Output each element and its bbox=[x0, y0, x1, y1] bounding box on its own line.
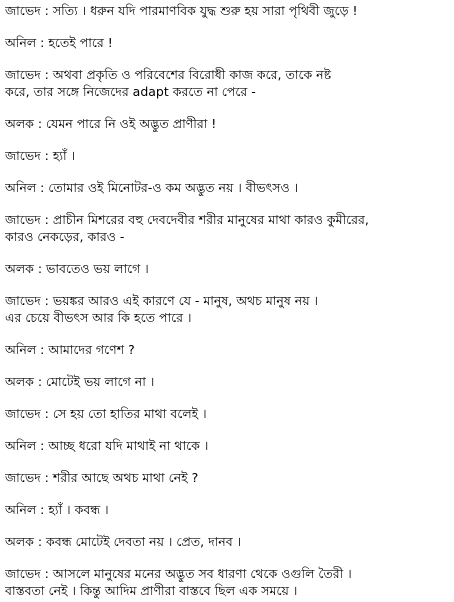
dialogue-line: অলক : যেমন পারে নি ওই অদ্ভুত প্রাণীরা ! bbox=[5, 116, 217, 131]
dialogue-line: জাভেদ : শরীর আছে অথচ মাথা নেই ? bbox=[5, 470, 199, 485]
dialogue-line: অনিল : আচ্ছ ধরো যদি মাথাই না থাকে । bbox=[5, 438, 209, 453]
dialogue-line: জাভেদ : আসলে মানুষের মনের অদ্ভুত সব ধারণা থেকে ওগুলি তৈরী । bbox=[5, 566, 352, 581]
dialogue-line: অলক : মোটেই ভয় লাগে না । bbox=[5, 374, 155, 389]
dialogue-line: বাস্তবতা নেই । কিন্তু আদিম প্রাণীরা বাস্তবে ছিল এক সময়ে । bbox=[5, 583, 298, 598]
dialogue-line: অনিল : তোমার ওই মিনোটর-ও কম অদ্ভুত নয় । বীভৎসও । bbox=[5, 180, 299, 195]
dialogue-line: অনিল : হ্যাঁ । কবন্ধ । bbox=[5, 502, 109, 517]
dialogue-line: অনিল : হতেই পারে ! bbox=[5, 35, 113, 50]
dialogue-line: জাভেদ : সত্যি । ধরুন যদি পারমাণবিক যুদ্ধ শুরু হয় সারা পৃথিবী জুড়ে ! bbox=[5, 3, 358, 18]
dialogue-line: অলক : কবন্ধ মোটেই দেবতা নয় । প্রেত, দানব । bbox=[5, 534, 242, 549]
dialogue-line: জাভেদ : অথবা প্রকৃতি ও পরিবেশের বিরোধী কাজ করে, তাকে নষ্ট bbox=[5, 67, 332, 82]
dialogue-line: এর চেয়ে বীভৎস আর কি হতে পারে । bbox=[5, 310, 192, 325]
dialogue-line: করে, তার সঙ্গে নিজেদের adapt করতে না পেরে - bbox=[5, 84, 256, 99]
dialogue-line: জাভেদ : ভয়ঙ্কর আরও এই কারণে যে - মানুষ, অথচ মানুষ নয় । bbox=[5, 293, 319, 308]
dialogue-line: জাভেদ : প্রাচীন মিশরের বহু দেবদেবীর শরীর মানুষের মাথা কারও কুমীরের, bbox=[5, 212, 369, 227]
dialogue-line: জাভেদ : হ্যাঁ । bbox=[5, 148, 76, 163]
dialogue-line: অলক : ভাবতেও ভয় লাগে । bbox=[5, 261, 149, 276]
dialogue-line: জাভেদ : সে হয় তো হাতির মাথা বলেই । bbox=[5, 406, 207, 421]
dialogue-line: কারও নেকড়ের, কারও - bbox=[5, 229, 125, 244]
dialogue-line: অনিল : আমাদের গণেশ ? bbox=[5, 342, 135, 357]
